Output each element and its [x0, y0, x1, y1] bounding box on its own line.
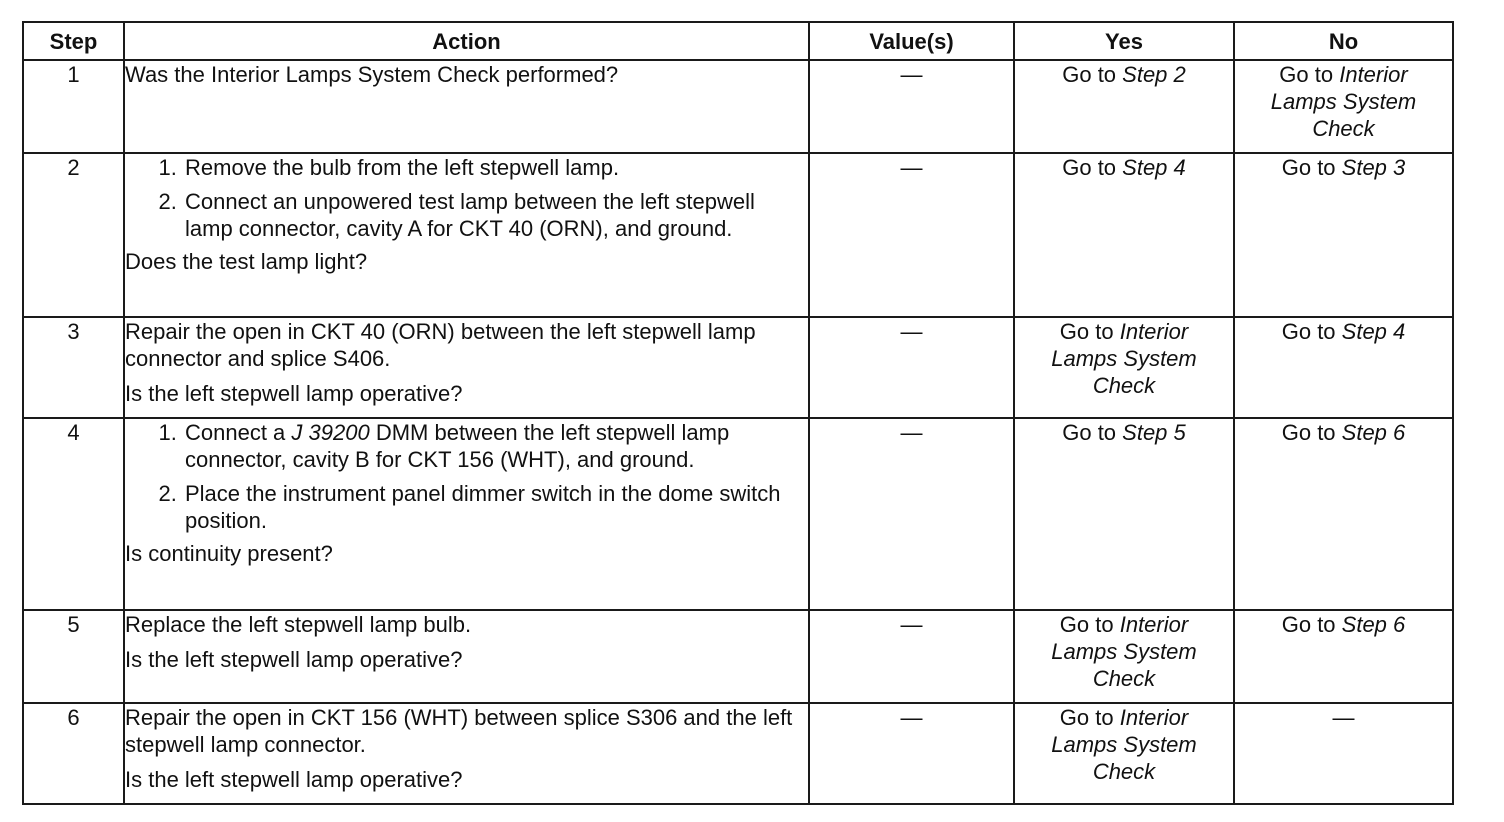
no-prefix: Go to — [1279, 62, 1340, 87]
header-yes: Yes — [1014, 22, 1234, 60]
table-row — [23, 610, 1453, 703]
tool-name: J 39200 — [291, 420, 370, 445]
step-number: 6 — [23, 703, 124, 804]
header-values: Value(s) — [809, 22, 1014, 60]
action-question: Was the Interior Lamps System Check performed? — [125, 62, 619, 87]
yes-prefix: Go to — [1059, 612, 1120, 637]
action-cell — [124, 60, 809, 153]
action-step: 2. Connect an unpowered test lamp between the left stepwell lamp connector, cavity A for CKT 40 (ORN), and ground. — [183, 188, 808, 242]
no-reference: Step 3 — [1341, 155, 1406, 180]
action-cell — [124, 703, 809, 804]
action-cell — [124, 317, 809, 418]
value-cell: — — [809, 153, 1014, 317]
no-cell — [1234, 60, 1453, 153]
action-question: Is the left stepwell lamp operative? — [125, 381, 463, 406]
no-reference: Step 4 — [1341, 319, 1406, 344]
yes-cell — [1014, 153, 1234, 317]
table-row — [23, 153, 1453, 317]
action-text: Repair the open in CKT 40 (ORN) between the left stepwell lamp connector and splice S406. — [125, 319, 756, 371]
no-cell: — — [1234, 703, 1453, 804]
step-number: 2 — [23, 153, 124, 317]
yes-cell — [1014, 610, 1234, 703]
action-question: Is continuity present? — [125, 541, 333, 566]
no-reference: Step 6 — [1341, 420, 1406, 445]
action-step: 1. Remove the bulb from the left stepwell lamp. — [183, 154, 808, 181]
yes-cell — [1014, 703, 1234, 804]
no-reference: Interior Lamps System Check — [1270, 62, 1417, 141]
step-text: Connect a — [185, 420, 292, 445]
header-row — [23, 22, 1453, 60]
action-text: Repair the open in CKT 156 (WHT) between splice S306 and the left stepwell lamp connector. — [125, 705, 793, 757]
header-step: Step — [23, 22, 124, 60]
yes-prefix: Go to — [1059, 319, 1120, 344]
value-cell: — — [809, 317, 1014, 418]
yes-reference: Interior Lamps System Check — [1051, 319, 1197, 398]
yes-reference: Step 2 — [1122, 62, 1186, 87]
action-text: Replace the left stepwell lamp bulb. — [125, 612, 472, 637]
step-text: DMM between the left stepwell lamp connector, cavity B for CKT 156 (WHT), and ground. — [185, 420, 730, 472]
yes-cell — [1014, 60, 1234, 153]
action-step — [183, 419, 808, 473]
yes-reference: Step 4 — [1122, 155, 1186, 180]
action-steps — [125, 419, 808, 534]
table-row — [23, 317, 1453, 418]
diagnostic-table — [22, 21, 1454, 805]
yes-prefix: Go to — [1062, 155, 1123, 180]
action-cell — [124, 610, 809, 703]
no-prefix: Go to — [1281, 612, 1342, 637]
action-question: Does the test lamp light? — [125, 249, 368, 274]
table-row — [23, 418, 1453, 610]
action-question: Is the left stepwell lamp operative? — [125, 647, 463, 672]
action-cell — [124, 153, 809, 317]
table-row — [23, 60, 1453, 153]
no-cell — [1234, 610, 1453, 703]
yes-prefix: Go to — [1062, 420, 1123, 445]
step-number: 5 — [23, 610, 124, 703]
yes-reference: Interior Lamps System Check — [1051, 612, 1197, 691]
no-cell — [1234, 317, 1453, 418]
step-number: 4 — [23, 418, 124, 610]
yes-reference: Step 5 — [1122, 420, 1186, 445]
action-step: 2. Place the instrument panel dimmer switch in the dome switch position. — [183, 480, 808, 534]
no-cell — [1234, 153, 1453, 317]
no-prefix: Go to — [1281, 155, 1342, 180]
yes-prefix: Go to — [1062, 62, 1123, 87]
no-prefix: Go to — [1281, 319, 1342, 344]
header-no: No — [1234, 22, 1453, 60]
no-prefix: Go to — [1281, 420, 1342, 445]
value-cell: — — [809, 418, 1014, 610]
action-question: Is the left stepwell lamp operative? — [125, 767, 463, 792]
action-steps — [125, 154, 808, 242]
value-cell: — — [809, 703, 1014, 804]
yes-cell — [1014, 418, 1234, 610]
header-action: Action — [124, 22, 809, 60]
no-cell — [1234, 418, 1453, 610]
table-row — [23, 703, 1453, 804]
step-number: 3 — [23, 317, 124, 418]
action-cell — [124, 418, 809, 610]
value-cell: — — [809, 60, 1014, 153]
no-reference: Step 6 — [1341, 612, 1406, 637]
step-number: 1 — [23, 60, 124, 153]
yes-cell — [1014, 317, 1234, 418]
yes-reference: Interior Lamps System Check — [1051, 705, 1197, 784]
value-cell: — — [809, 610, 1014, 703]
yes-prefix: Go to — [1059, 705, 1120, 730]
